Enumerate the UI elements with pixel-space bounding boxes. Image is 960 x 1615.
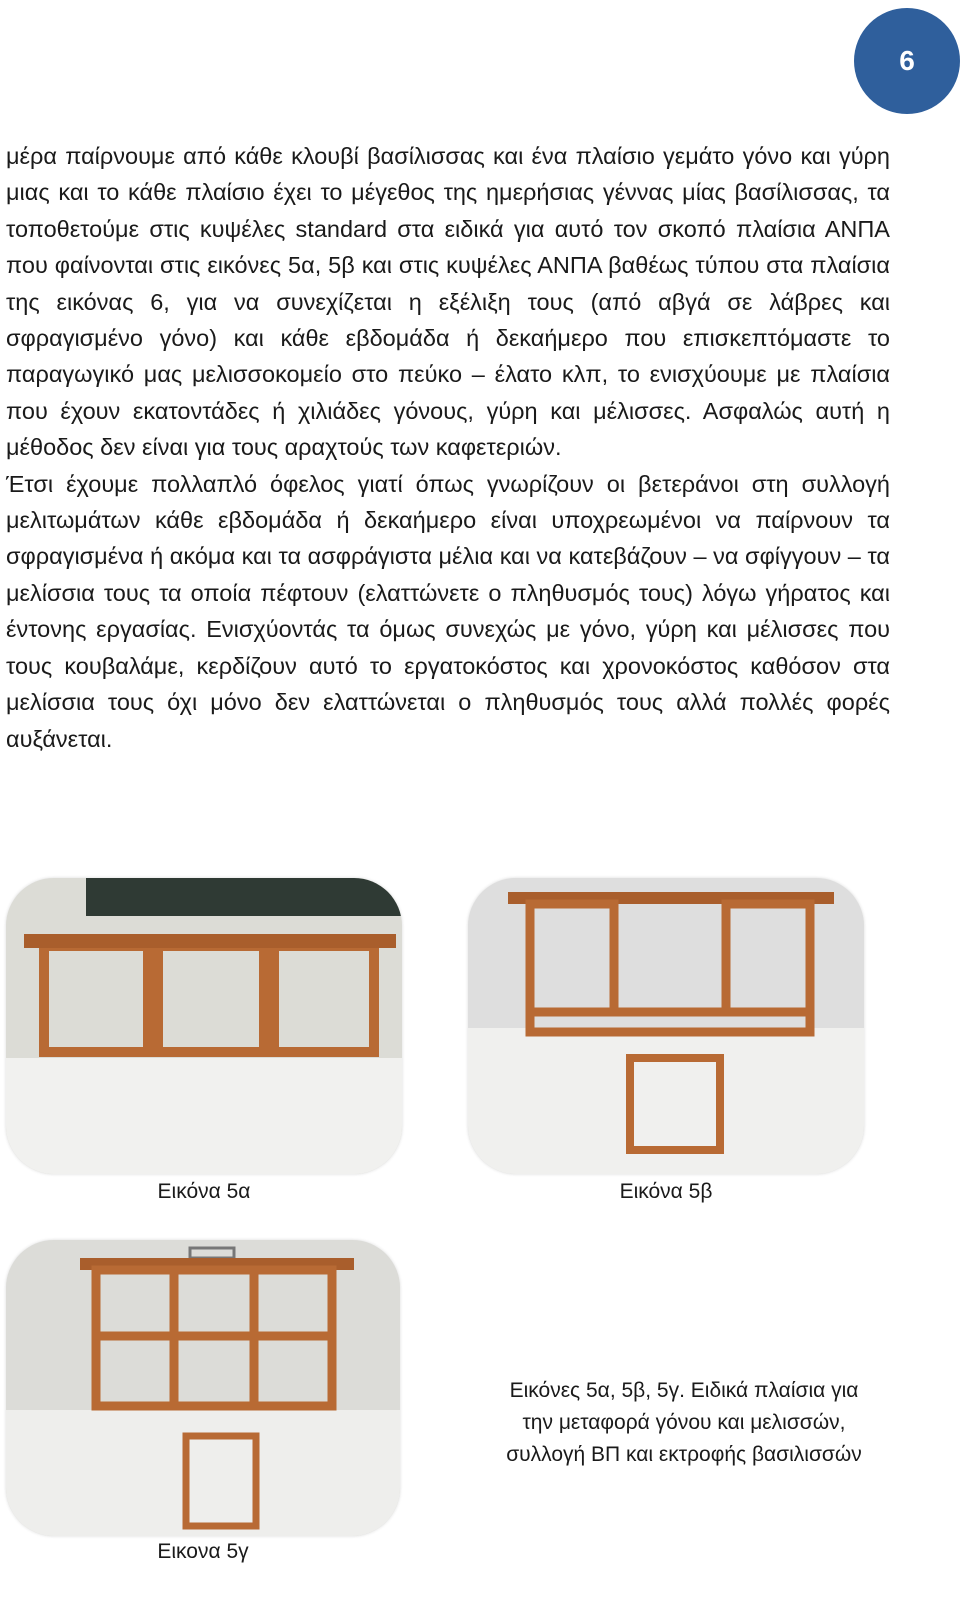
photo-frame-5b (468, 878, 864, 1174)
photo-frame-5c (6, 1240, 400, 1536)
page-number-badge: 6 (854, 8, 960, 114)
note-line-2: την μεταφορά γόνου και μελισσών, (522, 1411, 846, 1434)
frame-5a-illustration (6, 878, 402, 1174)
photo-frame-5a (6, 878, 402, 1174)
body-text (6, 138, 890, 757)
figures-note (474, 1375, 894, 1471)
caption-5b: Εικόνα 5β (619, 1180, 713, 1203)
caption-5a: Εικόνα 5α (157, 1180, 251, 1203)
note-line-3: συλλογή ΒΠ και εκτροφής βασιλισσών (506, 1443, 862, 1466)
paragraph-1: μέρα παίρνουμε από κάθε κλουβί βασίλισσας και ένα πλαίσιο γεμάτο γόνο και γύρη μιας και το κάθε πλαίσιο έχει το μέγεθος της ημερήσιας γέννας μίας βασίλισσας, τα τοποθετούμε στις κυψέλες standard στα ειδικά για αυτό τον σκοπό πλαίσια ΑΝΠΑ που φαίνονται στις εικόνες 5α, 5β και στις κυψέλες ΑΝΠΑ βαθέως τύπου στα πλαίσια της εικόνας 6, για να συνεχίζεται η εξέλιξη τους (από αβγά σε λάβρες και σφραγισμένο γόνο) και κάθε εβδομάδα ή δεκαήμερο που επισκεπτόμαστε το παραγωγικό μας μελισσοκομείο στο πεύκο – έλατο κλπ, το ενισχύουμε με πλαίσια που έχουν εκατοντάδες ή χιλιάδες γόνους, γύρη και μέλισσες. Ασφαλώς αυτή η μέθοδος δεν είναι για τους αραχτούς των καφετεριών. (6, 143, 890, 461)
caption-5c: Εικονα 5γ (157, 1540, 249, 1563)
frame-5c-illustration (6, 1240, 400, 1536)
frame-5b-illustration (468, 878, 864, 1174)
paragraph-2: Έτσι έχουμε πολλαπλό όφελος γιατί όπως γνωρίζουν οι βετεράνοι στη συλλογή μελιτωμάτων κάθε εβδομάδα ή δεκαήμερο είναι υποχρεωμένοι να παίρνουν τα σφραγισμένα ή ακόμα και τα ασφράγιστα μέλια και να κατεβάζουν – να σφίγγουν – τα μελίσσια τους τα οποία πέφτουν (ελαττώνετε ο πληθυσμός τους) λόγω γήρατος και έντονης εργασίας. Ενισχύοντάς τα όμως συνεχώς με γόνο, γύρη και μέλισσες που τους κουβαλάμε, κερδίζουν αυτό το εργατοκόστος και χρονοκόστος καθόσον στα μελίσσια τους όχι μόνο δεν ελαττώνεται ο πληθυσμός τους αλλά πολλές φορές αυξάνεται. (6, 470, 890, 752)
note-line-1: Εικόνες 5α, 5β, 5γ. Ειδικά πλαίσια για (509, 1379, 859, 1402)
